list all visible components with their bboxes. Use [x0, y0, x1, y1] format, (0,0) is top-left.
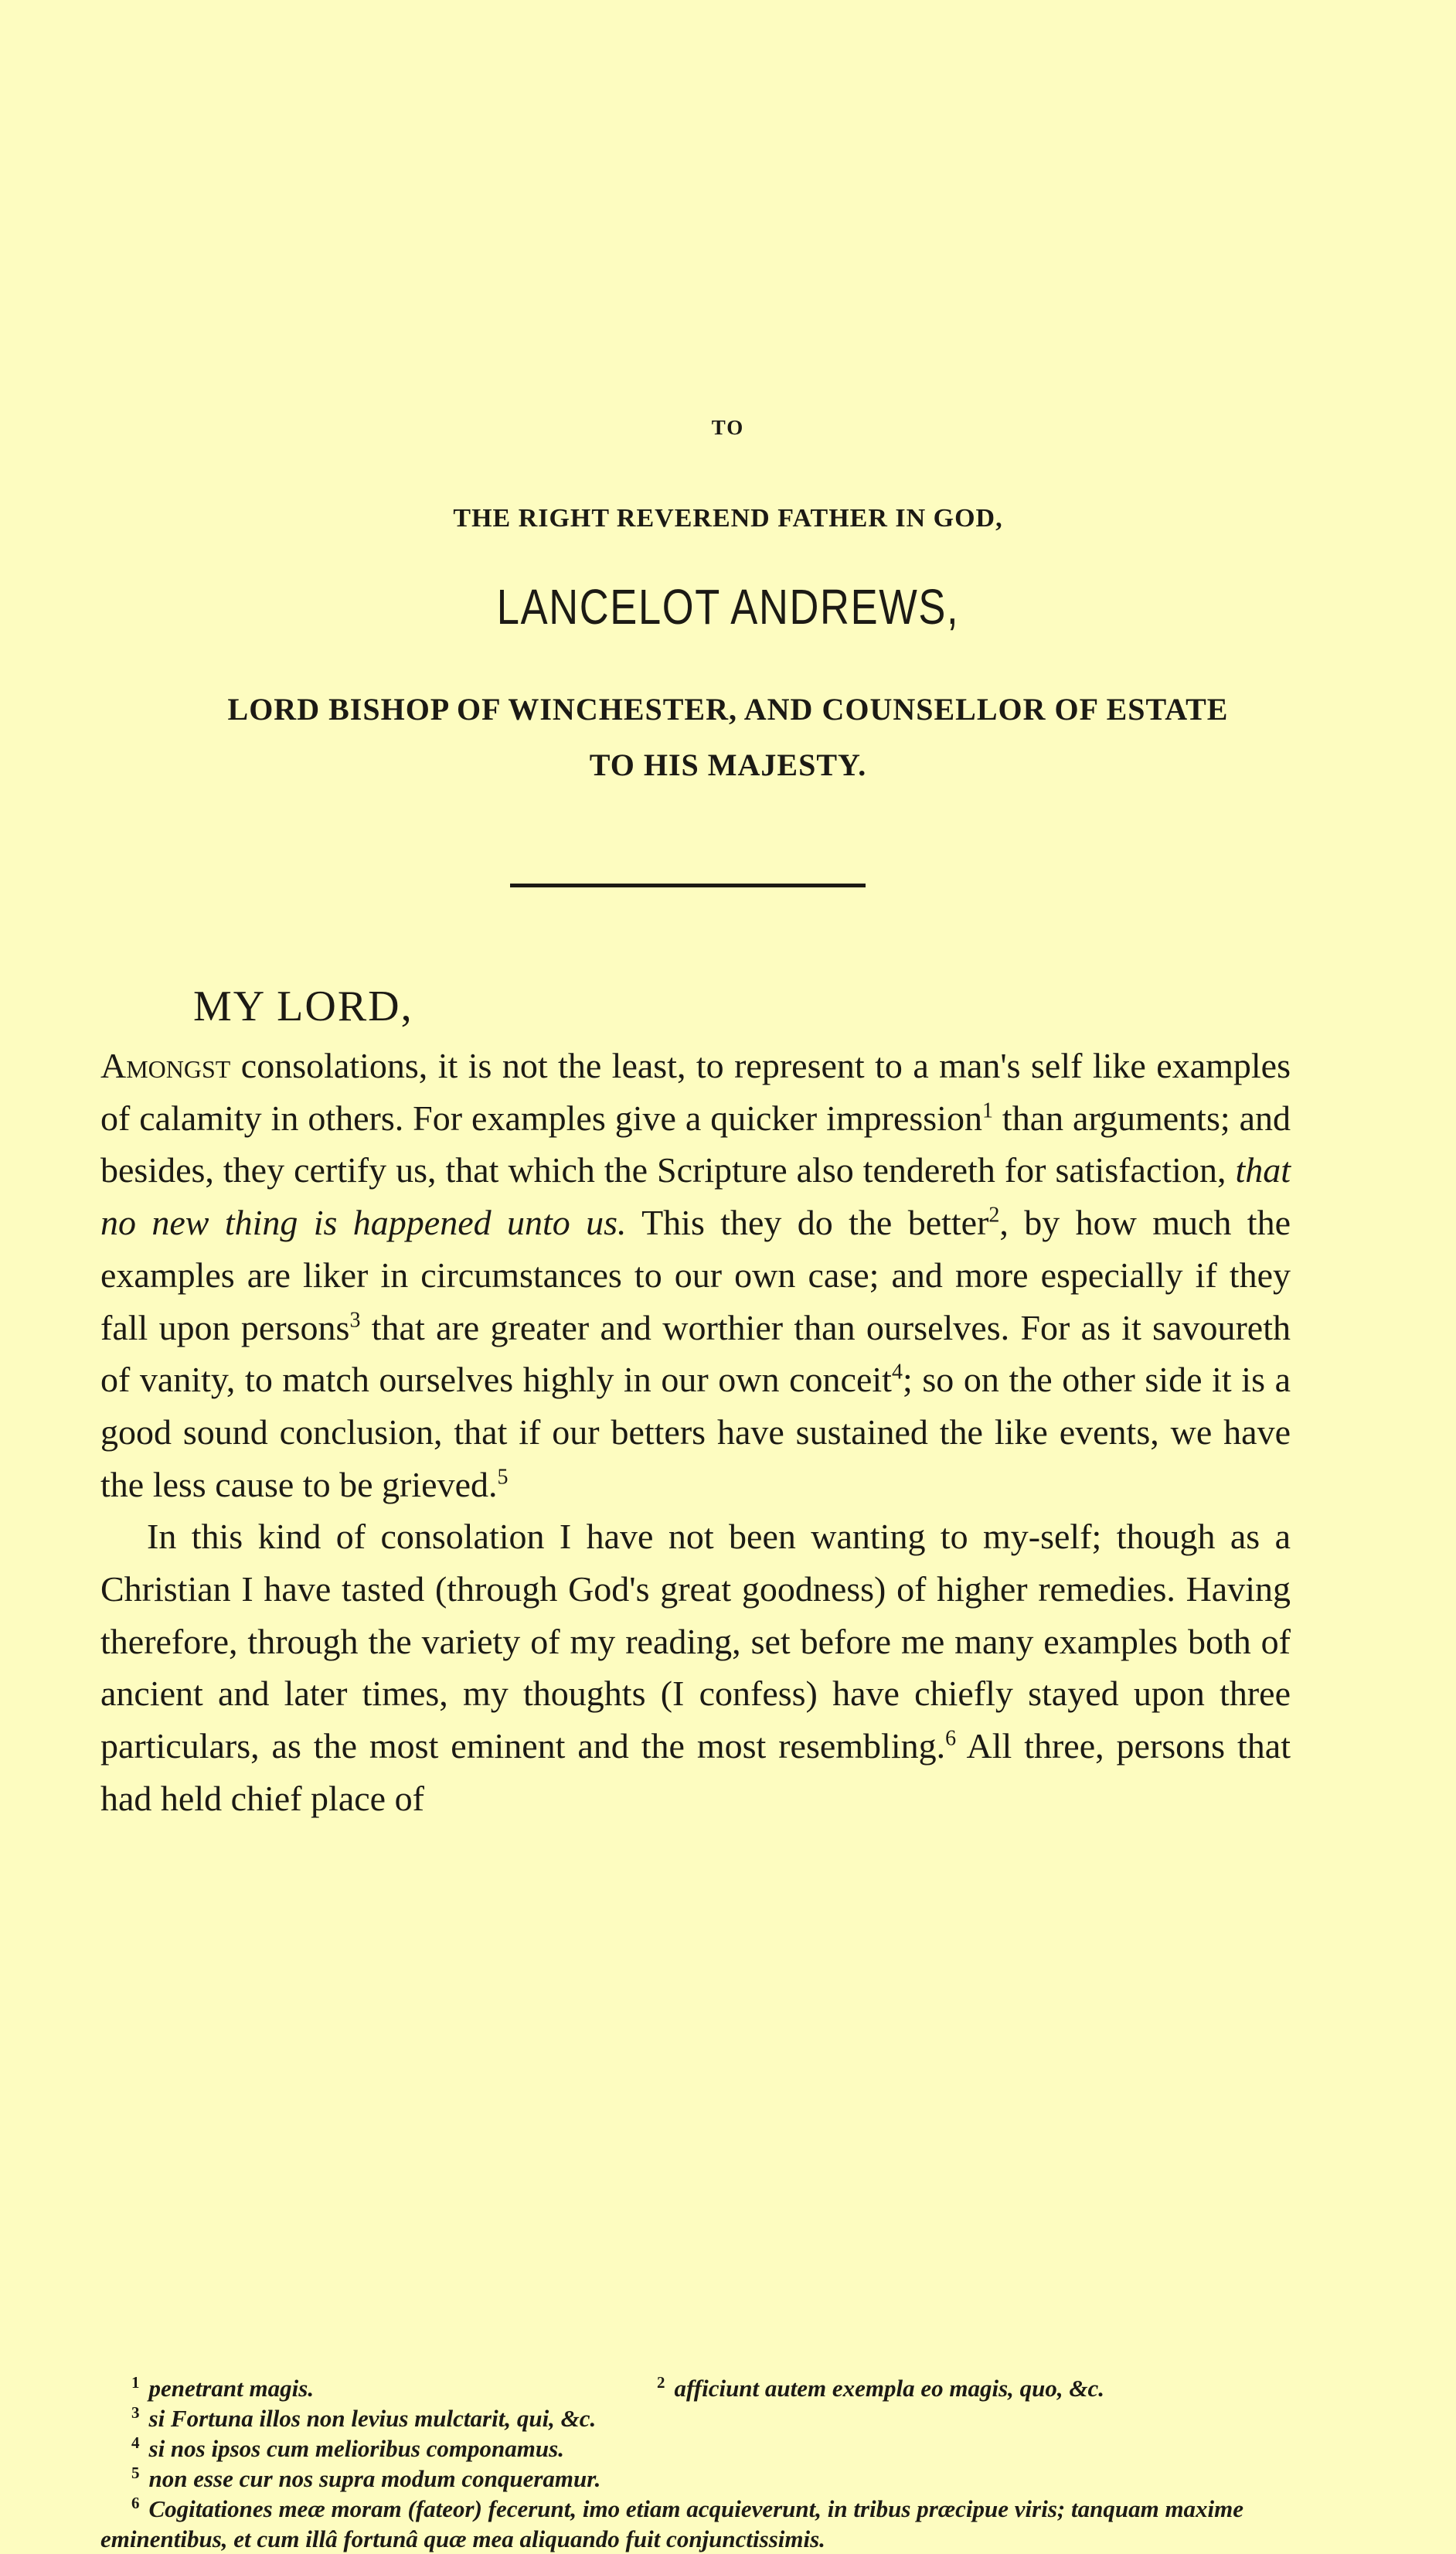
paragraph-1-text-a: consolations, it is not the least, to represent to a man's self like examples of calamity in others. For examples give a quicker impression [100, 1046, 1291, 1138]
salutation-part: Y L [233, 982, 305, 1030]
footnote-5 [100, 2464, 1291, 2494]
paragraph-1-text-c: This they do the better [626, 1203, 989, 1243]
footnote-row-1-2 [100, 2373, 1291, 2403]
footnote-5-text: non esse cur nos supra modum conqueramur. [148, 2465, 601, 2492]
footnote-3 [100, 2403, 1291, 2433]
footnote-4-text: si nos ipsos cum melioribus componamus. [148, 2435, 564, 2462]
footnote-3-text: si Fortuna illos non levius mulctarit, qui, &c. [148, 2405, 597, 2432]
footnote-ref-4: 4 [891, 1360, 903, 1384]
dedication-title-line-2: TO HIS MAJESTY. [589, 747, 867, 782]
footnote-1-number: 1 [131, 2372, 140, 2392]
paragraph-1-text-e: that are greater and worthier than ourselves. For as it savoureth of vanity, to match ourselves highly in our own conceit [100, 1307, 1291, 1400]
dedication-titles [93, 682, 1363, 793]
footnotes [100, 2373, 1291, 2554]
footnote-4 [100, 2433, 1291, 2464]
paragraph-1-text-b: than arguments; and besides, they certify us, that which the Scripture also tendereth for satisfaction, [100, 1098, 1291, 1190]
footnote-ref-5: 5 [497, 1465, 509, 1490]
paragraph-1-italic: that no new thing is happened unto us. [100, 1150, 1291, 1243]
salutation-initial: M [193, 982, 233, 1030]
footnote-ref-6: 6 [945, 1726, 957, 1751]
footnote-1 [100, 2373, 657, 2403]
paragraph-2-text-a: In this kind of consolation I have not been wanting to my-self; though as a Christian I have tasted (through God's great goodness) of higher remedies. Having therefore, through the variety of my reading, set before me many examples both of ancient and later times, my thoughts (I confess) have chiefly stayed upon three particulars, as the most eminent and the most resembling. [100, 1517, 1291, 1766]
footnote-5-number: 5 [131, 2463, 140, 2482]
footnote-2-number: 2 [657, 2372, 665, 2392]
footnote-6-number: 6 [131, 2493, 140, 2512]
footnote-4-number: 4 [131, 2433, 140, 2452]
footnote-ref-2: 2 [988, 1203, 1000, 1228]
footnote-3-number: 3 [131, 2402, 140, 2422]
footnote-6 [100, 2494, 1291, 2554]
salutation-end: ORD, [304, 982, 413, 1030]
paragraph-2-text-b: All three, persons that had held chief place of [100, 1726, 1291, 1818]
paragraph-2 [100, 1510, 1291, 1824]
letter-body [100, 1040, 1291, 1825]
footnote-6-text: Cogitationes meæ moram (fateor) fecerunt, imo etiam acquieverunt, in tribus præcipue viris; tanquam maxime eminentibus, et cum illâ fortunâ quæ mea aliquando fuit conjunctissimis. [100, 2495, 1244, 2552]
footnote-2-text: afficiunt autem exempla eo magis, quo, &c. [674, 2375, 1105, 2402]
dedication-to: TO [711, 416, 745, 439]
dedication-addressee: THE RIGHT REVEREND FATHER IN GOD, [453, 504, 1003, 533]
paragraph-1-text-d: , by how much the examples are liker in circumstances to our own case; and more especially if they fall upon persons [100, 1203, 1291, 1347]
paragraph-1 [100, 1040, 1291, 1510]
separator-rule [510, 884, 866, 887]
paragraph-1-text-f: ; so on the other side it is a good sound conclusion, that if our betters have sustained the like events, we have the less cause to be grieved. [100, 1360, 1291, 1504]
paragraph-1-lead: Amongst [100, 1046, 231, 1085]
footnote-ref-1: 1 [981, 1098, 993, 1123]
salutation [193, 982, 413, 1031]
footnote-2 [657, 2373, 1291, 2403]
footnote-1-text: penetrant magis. [148, 2375, 315, 2402]
footnote-ref-3: 3 [349, 1308, 361, 1333]
dedication-name: LANCELOT ANDREWS, [496, 579, 960, 635]
dedication-title-line-1: LORD BISHOP OF WINCHESTER, AND COUNSELLOR OF ESTATE [227, 692, 1229, 727]
